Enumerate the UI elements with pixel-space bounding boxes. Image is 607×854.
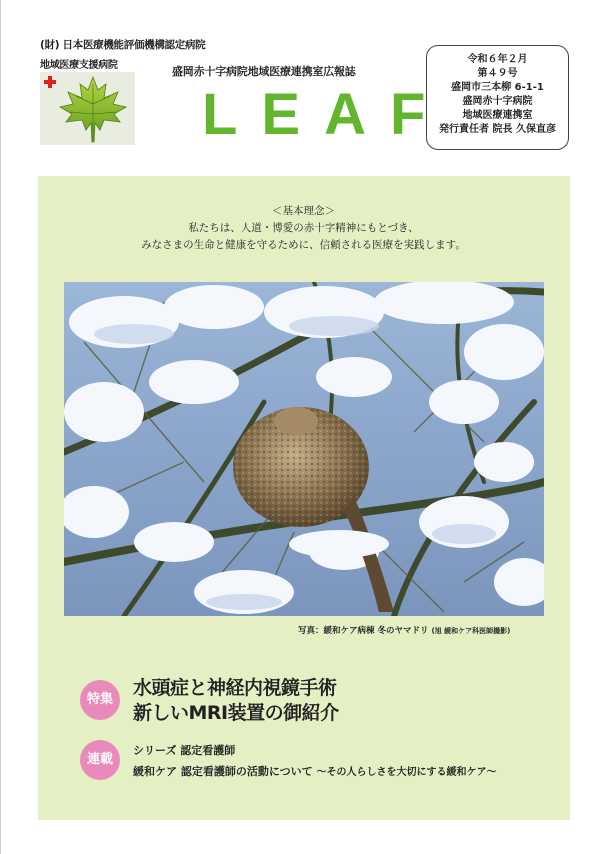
newsletter-subtitle: 盛岡赤十字病院地域医療連携室広報誌	[172, 65, 356, 78]
publisher-line: 発行責任者 院長 久保直彦	[439, 124, 556, 135]
cover-photo	[64, 282, 544, 616]
hospital-address: 盛岡市三本柳 6-1-1	[451, 82, 544, 93]
feature-headlines	[133, 676, 339, 726]
department-name: 地域医療連携室	[462, 110, 533, 121]
hospital-logo	[40, 72, 135, 145]
series-title	[133, 763, 496, 779]
series-title-main: 緩和ケア 認定看護師の活動について	[133, 765, 313, 778]
feature-badge: 特集	[80, 680, 120, 720]
philosophy-heading: ＜基本理念＞	[272, 205, 335, 217]
feature-title-1: 水頭症と神経内視鏡手術	[133, 677, 337, 699]
issue-number: 第４９号	[477, 68, 518, 79]
philosophy-line-1: 私たちは、人道・博愛の赤十字精神にもとづき、	[188, 222, 419, 234]
maple-leaf-icon	[56, 74, 130, 144]
basic-philosophy	[0, 203, 607, 254]
photo-credit: (旭 緩和ケア科医師撮影)	[431, 627, 511, 635]
red-cross-icon	[44, 76, 56, 88]
support-hospital-label: 地域医療支援病院	[40, 60, 118, 71]
masthead-title: LEAF	[202, 82, 450, 147]
hospital-name: 盛岡赤十字病院	[462, 96, 533, 107]
series-badge: 連載	[80, 740, 120, 780]
page-edge-line	[0, 0, 1, 854]
issue-info-box	[426, 45, 569, 150]
series-label: シリーズ 認定看護師	[133, 744, 236, 757]
philosophy-line-2: みなさまの生命と健康を守るために、信頼される医療を実践します。	[141, 239, 466, 251]
photo-caption-text: 写真：緩和ケア病棟 冬のヤマドリ	[298, 626, 429, 636]
certification-text: (財) 日本医療機能評価機構認定病院	[40, 39, 206, 51]
photo-caption	[298, 624, 510, 636]
series-title-sub: ～その人らしさを大切にする緩和ケア～	[316, 767, 497, 778]
feature-title-2: 新しいMRI装置の御紹介	[133, 702, 339, 724]
pheasant-in-snow-image	[64, 282, 544, 616]
issue-date: 令和６年２月	[467, 54, 528, 65]
